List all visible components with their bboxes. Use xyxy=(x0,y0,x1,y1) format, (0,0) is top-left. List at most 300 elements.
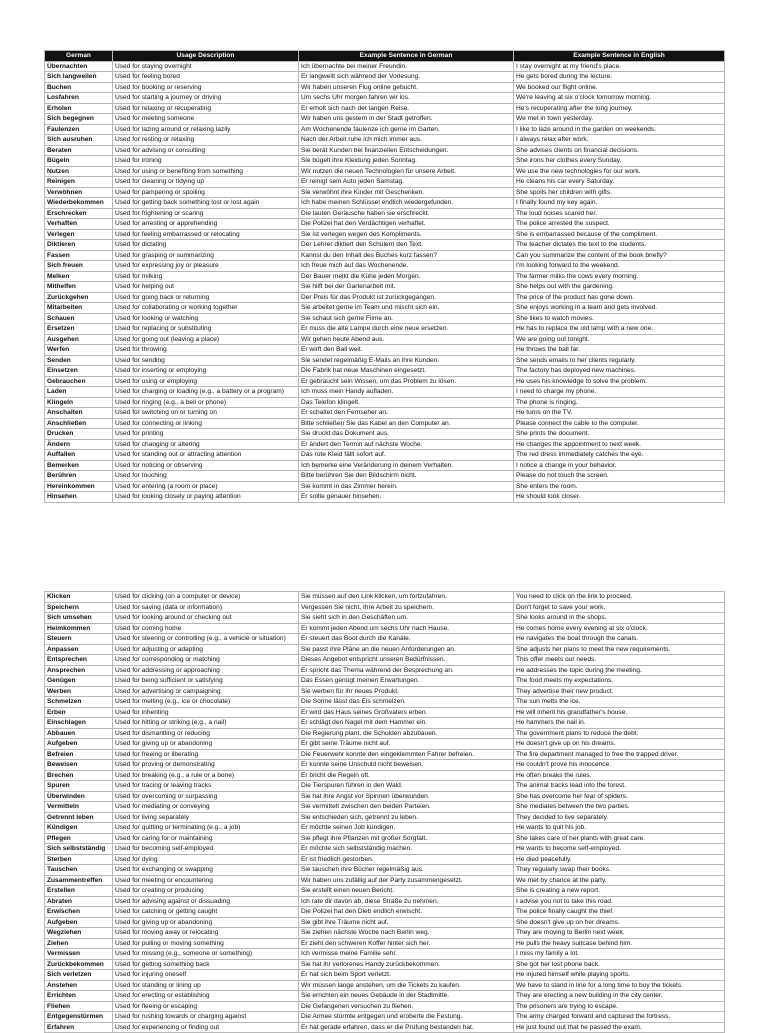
usage-cell: Used for exchanging or swapping xyxy=(113,865,299,876)
german-example-cell: Er langweilt sich während der Vorlesung. xyxy=(299,72,514,83)
table-row xyxy=(45,697,725,708)
german-word-cell: Bemerken xyxy=(45,460,113,471)
german-word-cell: Sich freuen xyxy=(45,261,113,272)
usage-cell: Used for arresting or apprehending xyxy=(113,219,299,230)
english-example-cell: They regularly swap their books. xyxy=(514,865,725,876)
english-example-cell: We booked our flight online. xyxy=(514,82,725,93)
usage-cell: Used for milking xyxy=(113,271,299,282)
usage-cell: Used for clicking (on a computer or device) xyxy=(113,592,299,603)
german-word-cell: Erschrecken xyxy=(45,208,113,219)
english-example-cell: Don't forget to save your work. xyxy=(514,602,725,613)
table-row xyxy=(45,812,725,823)
german-word-cell: Anpassen xyxy=(45,644,113,655)
table-row xyxy=(45,250,725,261)
german-word-cell: Diktieren xyxy=(45,240,113,251)
table-row xyxy=(45,718,725,729)
usage-cell: Used for tracing or leaving tracks xyxy=(113,781,299,792)
german-example-cell: Wir müssen lange anstehen, um die Tickets zu kaufen. xyxy=(299,980,514,991)
table-row xyxy=(45,844,725,855)
german-example-cell: Er kommt jeden Abend um sechs Uhr nach Hause. xyxy=(299,623,514,634)
german-word-cell: Vermissen xyxy=(45,949,113,960)
german-example-cell: Er schlägt den Nagel mit dem Hammer ein. xyxy=(299,718,514,729)
table-header-row xyxy=(45,51,725,62)
german-word-cell: Beraten xyxy=(45,145,113,156)
english-example-cell: The food meets my expectations. xyxy=(514,676,725,687)
table-row xyxy=(45,408,725,419)
english-example-cell: The fire department managed to free the trapped driver. xyxy=(514,749,725,760)
english-example-cell: The loud noises scared her. xyxy=(514,208,725,219)
usage-cell: Used for feeling bored xyxy=(113,72,299,83)
german-example-cell: Sie entschieden sich, getrennt zu leben. xyxy=(299,812,514,823)
english-example-cell: She mediates between the two parties. xyxy=(514,802,725,813)
german-word-cell: Bügeln xyxy=(45,156,113,167)
german-example-cell: Er ist friedlich gestorben. xyxy=(299,854,514,865)
english-example-cell: He pulls the heavy suitcase behind him. xyxy=(514,938,725,949)
german-word-cell: Klicken xyxy=(45,592,113,603)
german-example-cell: Er wird das Haus seines Großvaters erben. xyxy=(299,707,514,718)
german-example-cell: Die Feuerwehr konnte den eingeklemmten Fahrer befreien. xyxy=(299,749,514,760)
english-example-cell: He gets bored during the lecture. xyxy=(514,72,725,83)
german-example-cell: Die Sonne lässt das Eis schmelzen. xyxy=(299,697,514,708)
usage-cell: Used for coming home xyxy=(113,623,299,634)
english-example-cell: He should look closer. xyxy=(514,492,725,503)
usage-cell: Used for helping out xyxy=(113,282,299,293)
english-example-cell: He will inherit his grandfather's house. xyxy=(514,707,725,718)
usage-cell: Used for fleeing or escaping xyxy=(113,1001,299,1012)
english-example-cell: She sends emails to her clients regularly. xyxy=(514,355,725,366)
usage-cell: Used for looking or watching xyxy=(113,313,299,324)
vocabulary-table-bottom xyxy=(44,591,725,1033)
german-word-cell: Spuren xyxy=(45,781,113,792)
table-row xyxy=(45,271,725,282)
german-word-cell: Mithelfen xyxy=(45,282,113,293)
english-example-cell: She looks around in the shops. xyxy=(514,613,725,624)
german-example-cell: Der Lehrer diktiert den Schülern den Text. xyxy=(299,240,514,251)
english-example-cell: He has to replace the old lamp with a new one. xyxy=(514,324,725,335)
english-example-cell: They are erecting a new building in the city center. xyxy=(514,991,725,1002)
german-example-cell: Sie kommt in das Zimmer herein. xyxy=(299,481,514,492)
german-example-cell: Die Regierung plant, die Schulden abzubauen. xyxy=(299,728,514,739)
table-row xyxy=(45,760,725,771)
english-example-cell: He injured himself while playing sports. xyxy=(514,970,725,981)
german-example-cell: Er erholt sich nach der langen Reise. xyxy=(299,103,514,114)
german-word-cell: Heimkommen xyxy=(45,623,113,634)
german-example-cell: Kannst du den Inhalt des Buches kurz fassen? xyxy=(299,250,514,261)
german-example-cell: Er bricht die Regeln oft. xyxy=(299,770,514,781)
header-german-example: Example Sentence in German xyxy=(299,51,514,62)
german-example-cell: Ich vermisse meine Familie sehr. xyxy=(299,949,514,960)
german-example-cell: Er muss die alte Lampe durch eine neue ersetzen. xyxy=(299,324,514,335)
usage-cell: Used for dictating xyxy=(113,240,299,251)
german-word-cell: Kündigen xyxy=(45,823,113,834)
usage-cell: Used for creating or producing xyxy=(113,886,299,897)
usage-cell: Used for noticing or observing xyxy=(113,460,299,471)
table-row xyxy=(45,644,725,655)
english-example-cell: She doesn't give up on her dreams. xyxy=(514,917,725,928)
usage-cell: Used for dismantling or reducing xyxy=(113,728,299,739)
german-example-cell: Wir haben uns zufällig auf der Party zusammengesetzt. xyxy=(299,875,514,886)
usage-cell: Used for melting (e.g., ice or chocolate) xyxy=(113,697,299,708)
usage-cell: Used for ringing (e.g., a bell or phone) xyxy=(113,397,299,408)
usage-cell: Used for freeing or liberating xyxy=(113,749,299,760)
header-german: German xyxy=(45,51,113,62)
usage-cell: Used for lazing around or relaxing lazily xyxy=(113,124,299,135)
english-example-cell: We're leaving at six o'clock tomorrow morning. xyxy=(514,93,725,104)
german-word-cell: Sterben xyxy=(45,854,113,865)
english-example-cell: He often breaks the rules. xyxy=(514,770,725,781)
german-word-cell: Nutzen xyxy=(45,166,113,177)
usage-cell: Used for going out (leaving a place) xyxy=(113,334,299,345)
usage-cell: Used for ironing xyxy=(113,156,299,167)
table-row xyxy=(45,991,725,1002)
usage-cell: Used for looking around or checking out xyxy=(113,613,299,624)
english-example-cell: She spoils her children with gifts. xyxy=(514,187,725,198)
table-row xyxy=(45,949,725,960)
usage-cell: Used for caring for or maintaining xyxy=(113,833,299,844)
german-example-cell: Sie pflegt ihre Pflanzen mit großer Sorgfalt. xyxy=(299,833,514,844)
german-example-cell: Er ändert den Termin auf nächste Woche. xyxy=(299,439,514,450)
english-example-cell: I finally found my key again. xyxy=(514,198,725,209)
german-example-cell: Die Polizei hat den Verdächtigen verhaftet. xyxy=(299,219,514,230)
table-row xyxy=(45,781,725,792)
german-word-cell: Anschalten xyxy=(45,408,113,419)
usage-cell: Used for advising against or dissuading xyxy=(113,896,299,907)
table-row xyxy=(45,492,725,503)
german-example-cell: Sie hat ihre Angst vor Spinnen überwunden. xyxy=(299,791,514,802)
english-example-cell: This offer meets our needs. xyxy=(514,655,725,666)
table-row xyxy=(45,623,725,634)
table-row xyxy=(45,907,725,918)
table-row xyxy=(45,187,725,198)
german-example-cell: Sie schaut sich gerne Filme an. xyxy=(299,313,514,324)
german-word-cell: Erholen xyxy=(45,103,113,114)
table-row xyxy=(45,886,725,897)
usage-cell: Used for experiencing or finding out xyxy=(113,1022,299,1033)
german-example-cell: Sie sieht sich in den Geschäften um. xyxy=(299,613,514,624)
english-example-cell: He throws the ball far. xyxy=(514,345,725,356)
table-row xyxy=(45,82,725,93)
table-row xyxy=(45,135,725,146)
german-example-cell: Sie tauschen ihre Bücher regelmäßig aus. xyxy=(299,865,514,876)
table-row xyxy=(45,376,725,387)
usage-cell: Used for relaxing or recuperating xyxy=(113,103,299,114)
usage-cell: Used for steering or controlling (e.g., a vehicle or situation) xyxy=(113,634,299,645)
german-example-cell: Er wirft den Ball weit. xyxy=(299,345,514,356)
table-row xyxy=(45,833,725,844)
german-word-cell: Übernachten xyxy=(45,61,113,72)
german-word-cell: Entsprechen xyxy=(45,655,113,666)
table-row xyxy=(45,634,725,645)
english-example-cell: He wants to become self-employed. xyxy=(514,844,725,855)
usage-cell: Used for inheriting xyxy=(113,707,299,718)
german-example-cell: Er sollte genauer hinsehen. xyxy=(299,492,514,503)
table-row xyxy=(45,345,725,356)
table-row xyxy=(45,980,725,991)
table-row xyxy=(45,1012,725,1023)
english-example-cell: I need to charge my phone. xyxy=(514,387,725,398)
usage-cell: Used for changing or altering xyxy=(113,439,299,450)
table-row xyxy=(45,655,725,666)
table-row xyxy=(45,592,725,603)
table-row xyxy=(45,334,725,345)
english-example-cell: She takes care of her plants with great care. xyxy=(514,833,725,844)
german-word-cell: Pflegen xyxy=(45,833,113,844)
english-example-cell: Please connect the cable to the computer. xyxy=(514,418,725,429)
german-word-cell: Hereinkommen xyxy=(45,481,113,492)
table-row xyxy=(45,686,725,697)
usage-cell: Used for entering (a room or place) xyxy=(113,481,299,492)
table-row xyxy=(45,460,725,471)
german-example-cell: Die Polizei hat den Dieb endlich erwischt. xyxy=(299,907,514,918)
german-word-cell: Anstehen xyxy=(45,980,113,991)
german-word-cell: Vermitteln xyxy=(45,802,113,813)
table-row xyxy=(45,481,725,492)
german-example-cell: Am Wochenende faulenze ich gerne im Garten. xyxy=(299,124,514,135)
english-example-cell: He's recuperating after the long journey. xyxy=(514,103,725,114)
english-example-cell: She irons her clothes every Sunday. xyxy=(514,156,725,167)
usage-cell: Used for touching xyxy=(113,471,299,482)
english-example-cell: I like to laze around in the garden on weekends. xyxy=(514,124,725,135)
table-row xyxy=(45,355,725,366)
table-row xyxy=(45,471,725,482)
english-example-cell: The red dress immediately catches the eye. xyxy=(514,450,725,461)
usage-cell: Used for resting or relaxing xyxy=(113,135,299,146)
german-example-cell: Das Telefon klingelt. xyxy=(299,397,514,408)
english-example-cell: She has overcome her fear of spiders. xyxy=(514,791,725,802)
table-row xyxy=(45,229,725,240)
english-example-cell: We have to stand in line for a long time to buy the tickets. xyxy=(514,980,725,991)
german-word-cell: Abraten xyxy=(45,896,113,907)
german-example-cell: Sie müssen auf den Link klicken, um fortzufahren. xyxy=(299,592,514,603)
usage-cell: Used for saving (data or information) xyxy=(113,602,299,613)
german-example-cell: Der Bauer melkt die Kühe jeden Morgen. xyxy=(299,271,514,282)
german-word-cell: Hinsehen xyxy=(45,492,113,503)
german-word-cell: Drucken xyxy=(45,429,113,440)
usage-cell: Used for adjusting or adapting xyxy=(113,644,299,655)
german-example-cell: Er reinigt sein Auto jeden Samstag. xyxy=(299,177,514,188)
header-usage: Usage Description xyxy=(113,51,299,62)
table-row xyxy=(45,739,725,750)
german-example-cell: Er steuert das Boot durch die Kanäle. xyxy=(299,634,514,645)
english-example-cell: We use the new technologies for our work. xyxy=(514,166,725,177)
german-word-cell: Ansprechen xyxy=(45,665,113,676)
german-word-cell: Faulenzen xyxy=(45,124,113,135)
german-word-cell: Erben xyxy=(45,707,113,718)
english-example-cell: He changes the appointment to next week. xyxy=(514,439,725,450)
english-example-cell: The price of the product has gone down. xyxy=(514,292,725,303)
english-example-cell: He died peacefully. xyxy=(514,854,725,865)
german-word-cell: Beweisen xyxy=(45,760,113,771)
english-example-cell: He uses his knowledge to solve the problem. xyxy=(514,376,725,387)
german-example-cell: Das Essen genügt meinen Erwartungen. xyxy=(299,676,514,687)
usage-cell: Used for pampering or spoiling xyxy=(113,187,299,198)
usage-cell: Used for sending xyxy=(113,355,299,366)
english-example-cell: We met in town yesterday. xyxy=(514,114,725,125)
usage-cell: Used for proving or demonstrating xyxy=(113,760,299,771)
english-example-cell: The farmer milks the cows every morning. xyxy=(514,271,725,282)
german-example-cell: Sie vermittelt zwischen den beiden Parteien. xyxy=(299,802,514,813)
usage-cell: Used for injuring oneself xyxy=(113,970,299,981)
german-word-cell: Melken xyxy=(45,271,113,282)
usage-cell: Used for corresponding or matching xyxy=(113,655,299,666)
german-example-cell: Bitte berühren Sie den Bildschirm nicht. xyxy=(299,471,514,482)
german-example-cell: Wir haben unseren Flug online gebucht. xyxy=(299,82,514,93)
table-row xyxy=(45,303,725,314)
table-row xyxy=(45,324,725,335)
table-row xyxy=(45,313,725,324)
german-word-cell: Reinigen xyxy=(45,177,113,188)
german-word-cell: Wegziehen xyxy=(45,928,113,939)
usage-cell: Used for rushing towards or charging against xyxy=(113,1012,299,1023)
usage-cell: Used for using or benefiting from something xyxy=(113,166,299,177)
table-row xyxy=(45,613,725,624)
english-example-cell: I stay overnight at my friend's place. xyxy=(514,61,725,72)
table-row xyxy=(45,928,725,939)
table-row xyxy=(45,854,725,865)
german-example-cell: Er gebraucht sein Wissen, um das Problem zu lösen. xyxy=(299,376,514,387)
german-word-cell: Aufgeben xyxy=(45,739,113,750)
english-example-cell: He wants to quit his job. xyxy=(514,823,725,834)
english-example-cell: She prints the document. xyxy=(514,429,725,440)
german-word-cell: Gebrauchen xyxy=(45,376,113,387)
german-example-cell: Ich übernachte bei meiner Freundin. xyxy=(299,61,514,72)
english-example-cell: The animal tracks lead into the forest. xyxy=(514,781,725,792)
table-row xyxy=(45,823,725,834)
table-row xyxy=(45,387,725,398)
table-row xyxy=(45,707,725,718)
german-word-cell: Fassen xyxy=(45,250,113,261)
german-word-cell: Entgegenstürmen xyxy=(45,1012,113,1023)
german-example-cell: Die Armee stürmte entgegen und eroberte die Festung. xyxy=(299,1012,514,1023)
german-word-cell: Getrennt leben xyxy=(45,812,113,823)
german-example-cell: Ich rate dir davon ab, diese Straße zu nehmen. xyxy=(299,896,514,907)
german-example-cell: Sie ist verlegen wegen des Kompliments. xyxy=(299,229,514,240)
german-example-cell: Er zieht den schweren Koffer hinter sich her. xyxy=(299,938,514,949)
english-example-cell: She enters the room. xyxy=(514,481,725,492)
table-row xyxy=(45,177,725,188)
table-row xyxy=(45,156,725,167)
usage-cell: Used for giving up or abandoning xyxy=(113,917,299,928)
german-word-cell: Sich ausruhen xyxy=(45,135,113,146)
english-example-cell: He cleans his car every Saturday. xyxy=(514,177,725,188)
table-row xyxy=(45,875,725,886)
german-word-cell: Genügen xyxy=(45,676,113,687)
english-example-cell: He turns on the TV. xyxy=(514,408,725,419)
german-example-cell: Dieses Angebot entspricht unseren Bedürfnissen. xyxy=(299,655,514,666)
usage-cell: Used for overcoming or surpassing xyxy=(113,791,299,802)
english-example-cell: He navigates the boat through the canals. xyxy=(514,634,725,645)
table-row xyxy=(45,261,725,272)
usage-cell: Used for grasping or summarizing xyxy=(113,250,299,261)
german-word-cell: Einsetzen xyxy=(45,366,113,377)
german-example-cell: Vergessen Sie nicht, Ihre Arbeit zu speichern. xyxy=(299,602,514,613)
german-word-cell: Schauen xyxy=(45,313,113,324)
german-example-cell: Wir gehen heute Abend aus. xyxy=(299,334,514,345)
german-word-cell: Ändern xyxy=(45,439,113,450)
usage-cell: Used for connecting or linking xyxy=(113,418,299,429)
english-example-cell: We are going out tonight. xyxy=(514,334,725,345)
german-word-cell: Erstellen xyxy=(45,886,113,897)
usage-cell: Used for getting something back xyxy=(113,959,299,970)
table-row xyxy=(45,749,725,760)
english-example-cell: He couldn't prove his innocence. xyxy=(514,760,725,771)
german-example-cell: Ich habe meinen Schlüssel endlich wiedergefunden. xyxy=(299,198,514,209)
table-row xyxy=(45,397,725,408)
usage-cell: Used for becoming self-employed xyxy=(113,844,299,855)
german-example-cell: Sie ziehen nächste Woche nach Berlin weg. xyxy=(299,928,514,939)
german-example-cell: Die Tierspuren führen in den Wald. xyxy=(299,781,514,792)
usage-cell: Used for catching or getting caught xyxy=(113,907,299,918)
german-word-cell: Befreien xyxy=(45,749,113,760)
usage-cell: Used for erecting or establishing xyxy=(113,991,299,1002)
german-example-cell: Er schaltet den Fernseher an. xyxy=(299,408,514,419)
german-word-cell: Verwöhnen xyxy=(45,187,113,198)
usage-cell: Used for looking closely or paying attention xyxy=(113,492,299,503)
german-example-cell: Bitte schließen Sie das Kabel an den Computer an. xyxy=(299,418,514,429)
english-example-cell: The teacher dictates the text to the students. xyxy=(514,240,725,251)
table-row xyxy=(45,602,725,613)
usage-cell: Used for inserting or employing xyxy=(113,366,299,377)
german-word-cell: Verhaften xyxy=(45,219,113,230)
german-example-cell: Sie hat ihr verlorenes Handy zurückbekommen. xyxy=(299,959,514,970)
english-example-cell: I miss my family a lot. xyxy=(514,949,725,960)
table-row xyxy=(45,450,725,461)
usage-cell: Used for standing or lining up xyxy=(113,980,299,991)
german-word-cell: Aufgeben xyxy=(45,917,113,928)
english-example-cell: The police arrested the suspect. xyxy=(514,219,725,230)
table-row xyxy=(45,240,725,251)
german-word-cell: Schmelzen xyxy=(45,697,113,708)
german-example-cell: Sie verwöhnt ihre Kinder mit Geschenken. xyxy=(299,187,514,198)
german-example-cell: Sie bügelt ihre Kleidung jeden Sonntag. xyxy=(299,156,514,167)
table-row xyxy=(45,802,725,813)
german-example-cell: Er möchte sich selbstständig machen. xyxy=(299,844,514,855)
german-word-cell: Erwischen xyxy=(45,907,113,918)
german-word-cell: Berühren xyxy=(45,471,113,482)
german-example-cell: Er hat gerade erfahren, dass er die Prüfung bestanden hat. xyxy=(299,1022,514,1033)
table-row xyxy=(45,103,725,114)
usage-cell: Used for using or employing xyxy=(113,376,299,387)
german-word-cell: Werfen xyxy=(45,345,113,356)
table-row xyxy=(45,219,725,230)
table-row xyxy=(45,970,725,981)
german-example-cell: Er möchte seinen Job kündigen. xyxy=(299,823,514,834)
table-row xyxy=(45,61,725,72)
german-example-cell: Ich muss mein Handy aufladen. xyxy=(299,387,514,398)
german-word-cell: Werben xyxy=(45,686,113,697)
usage-cell: Used for hitting or striking (e.g., a nail) xyxy=(113,718,299,729)
usage-cell: Used for meeting someone xyxy=(113,114,299,125)
german-example-cell: Sie errichten ein neues Gebäude in der Stadtmitte. xyxy=(299,991,514,1002)
english-example-cell: Please do not touch the screen. xyxy=(514,471,725,482)
german-example-cell: Sie werben für ihr neues Produkt. xyxy=(299,686,514,697)
german-example-cell: Er hat sich beim Sport verletzt. xyxy=(299,970,514,981)
german-example-cell: Die lauten Geräusche haben sie erschreckt. xyxy=(299,208,514,219)
table-row xyxy=(45,665,725,676)
german-example-cell: Sie druckt das Dokument aus. xyxy=(299,429,514,440)
usage-cell: Used for mediating or conveying xyxy=(113,802,299,813)
english-example-cell: She advises clients on financial decisions. xyxy=(514,145,725,156)
usage-cell: Used for giving up or abandoning xyxy=(113,739,299,750)
german-word-cell: Abbauen xyxy=(45,728,113,739)
usage-cell: Used for meeting or encountering xyxy=(113,875,299,886)
english-example-cell: I'm looking forward to the weekend. xyxy=(514,261,725,272)
table-row xyxy=(45,865,725,876)
german-example-cell: Die Gefangenen versuchen zu fliehen. xyxy=(299,1001,514,1012)
table-row xyxy=(45,728,725,739)
english-example-cell: I always relax after work. xyxy=(514,135,725,146)
german-example-cell: Der Preis für das Produkt ist zurückgegangen. xyxy=(299,292,514,303)
